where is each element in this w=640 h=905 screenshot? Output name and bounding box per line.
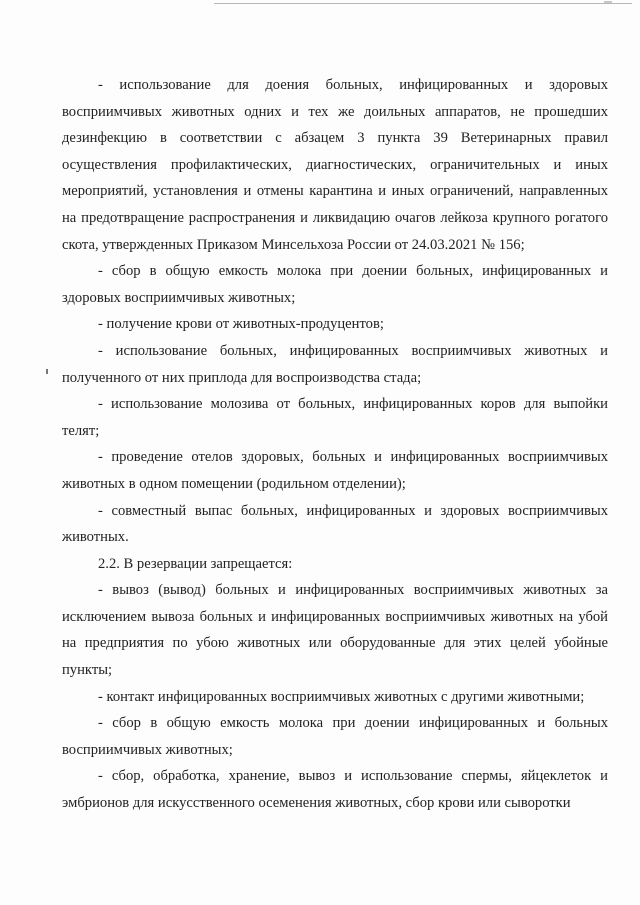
scan-edge-mark (604, 1, 612, 3)
document-body (62, 72, 608, 817)
paragraph-animal-contact: - контакт инфицированных восприимчивых животных с другими животными; (98, 688, 585, 705)
paragraph-milk-collection-reservation: - сбор в общую емкость молока при доении инфицированных и больных восприимчивых животных; (62, 715, 608, 758)
section-heading-reservation: 2.2. В резервации запрещается: (98, 555, 293, 572)
paragraph-blood-collection: - получение крови от животных-продуцентов; (98, 316, 384, 333)
paragraph-genetic-material: - сбор, обработка, хранение, вывоз и использование спермы, яйцеклеток и эмбрионов для искусственного осеменения животных, сбор крови или сыворотки (62, 768, 608, 812)
paragraph-colostrum-use: - использование молозива от больных, инфицированных коров для выпойки телят; (62, 396, 608, 439)
scan-edge-line (214, 3, 632, 4)
paragraph-animal-removal: - вывоз (вывод) больных и инфицированных восприимчивых животных за исключением вывоза больных и инфицированных восприимчивых животных на убой на предприятия по убою животных или оборудованные для этих целей убойные пункты; (62, 582, 608, 679)
paragraph-milking-equipment: - использование для доения больных, инфицированных и здоровых восприимчивых животных одних и тех же доильных аппаратов, не прошедших дезинфекцию в соответствии с абзацем 3 пункта 39 Ветеринарных правил осуществления профилактических, диагностических, ограничительных и иных мероприятий, установления и отмены карантина и иных ограничений, направленных на предотвращение распространения и ликвидацию очагов лейкоза крупного рогатого скота, утвержденных Приказом Минсельхоза России от 24.03.2021 № 156; (62, 77, 608, 253)
paragraph-joint-grazing: - совместный выпас больных, инфицированных и здоровых восприимчивых животных. (62, 502, 608, 546)
paragraph-herd-reproduction: - использование больных, инфицированных восприимчивых животных и полученного от них приплода для воспроизводства стада; (62, 342, 608, 386)
scan-artifact-dot (46, 369, 48, 374)
paragraph-milk-collection: - сбор в общую емкость молока при доении больных, инфицированных и здоровых восприимчивых животных; (62, 263, 608, 306)
paragraph-calving-premises: - проведение отелов здоровых, больных и инфицированных восприимчивых животных в одном помещении (родильном отделении); (62, 449, 608, 492)
